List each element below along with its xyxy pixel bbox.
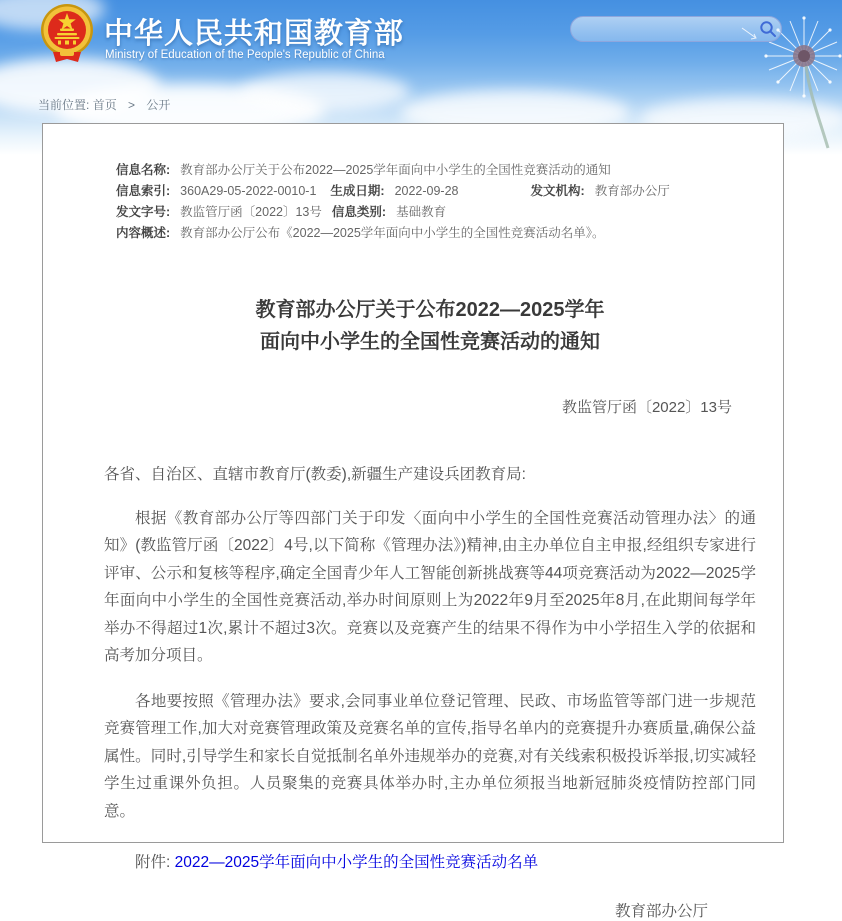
attachment-link[interactable]: 2022—2025学年面向中小学生的全国性竞赛活动名单 (174, 854, 539, 871)
national-emblem-icon (38, 2, 96, 64)
meta-value: 教监管厅函〔2022〕13号 (180, 205, 322, 219)
attachment-row (104, 849, 756, 877)
document-panel (42, 123, 784, 920)
meta-label: 生成日期: (330, 184, 385, 198)
meta-label: 信息索引: (116, 184, 171, 198)
paragraph: 各地要按照《管理办法》要求,会同事业单位登记管理、民政、市场监管等部门进一步规范竞赛管理工作,加大对竞赛管理政策及竞赛名单的宣传,指导名单内的竞赛提升办赛质量,确保公益属性。同时,引导学生和家长自觉抵制名单外违规举办的竞赛,对有关线索积极投诉举报,切实减轻学生过重课外负担。人员聚集的竞赛具体举办时,主办单位须报当地新冠肺炎疫情防控部门同意。 (104, 692, 756, 820)
meta-label: 发文机构: (530, 184, 585, 198)
paragraph: 根据《教育部办公厅等四部门关于印发〈面向中小学生的全国性竞赛活动管理办法〉的通知》(教监管厅函〔2022〕4号,以下简称《管理办法》)精神,由主办单位自主申报,经组织专家进行评审、公示和复核等程序,确定全国青少年人工智能创新挑战赛等44项竞赛活动为2022—2025学年面向中小学生的全国性竞赛活动,举办时间原则上为2022年9月至2025年8月,在此期间每学年举办不得超过1次,累计不超过3次。竞赛以及竞赛产生的结果不得作为中小学招生入学的依据和高考加分项目。 (104, 509, 756, 664)
meta-value: 教育部办公厅公布《2022—2025学年面向中小学生的全国性竞赛活动名单》。 (180, 226, 605, 240)
meta-row-docnum-category (116, 202, 757, 223)
meta-label: 发文字号: (116, 205, 171, 219)
meta-label: 内容概述: (116, 226, 171, 240)
meta-value: 2022-09-28 (394, 184, 459, 198)
search-icon (759, 20, 777, 38)
meta-label: 信息名称: (116, 163, 171, 177)
meta-row-name (116, 160, 757, 181)
meta-value: 教育部办公厅关于公布2022—2025学年面向中小学生的全国性竞赛活动的通知 (180, 163, 611, 177)
meta-row-index-date-org (116, 181, 757, 202)
document-number: 教监管厅函〔2022〕13号 (561, 399, 732, 416)
salutation: 各省、自治区、直辖市教育厅(教委),新疆生产建设兵团教育局: (104, 466, 526, 483)
article-title (104, 294, 756, 358)
search-bar (570, 16, 782, 42)
article-title-line2: 面向中小学生的全国性竞赛活动的通知 (260, 331, 600, 353)
breadcrumb-current-link[interactable]: 公开 (146, 98, 171, 112)
meta-value: 基础教育 (396, 205, 447, 219)
meta-value: 教育部办公厅 (594, 184, 670, 198)
breadcrumb-home-link[interactable]: 首页 (92, 98, 117, 112)
breadcrumb-prefix: 当前位置: (38, 98, 90, 112)
ministry-logo[interactable] (38, 2, 96, 64)
meta-row-summary (116, 223, 757, 244)
attachment-label: 附件: (135, 854, 171, 871)
search-input[interactable] (583, 19, 759, 39)
article-title-line1: 教育部办公厅关于公布2022—2025学年 (255, 299, 605, 321)
search-button[interactable] (759, 20, 777, 38)
breadcrumb-separator: > (128, 98, 136, 112)
site-subtitle: Ministry of Education of the People's Republic of China (105, 49, 385, 61)
breadcrumb (38, 96, 170, 113)
signature: 教育部办公厅 (614, 902, 708, 920)
site-title: 中华人民共和国教育部 (104, 18, 405, 50)
meta-label: 信息类别: (331, 205, 387, 219)
article-body (43, 294, 783, 921)
document-meta (116, 160, 757, 244)
meta-value: 360A29-05-2022-0010-1 (180, 184, 317, 198)
